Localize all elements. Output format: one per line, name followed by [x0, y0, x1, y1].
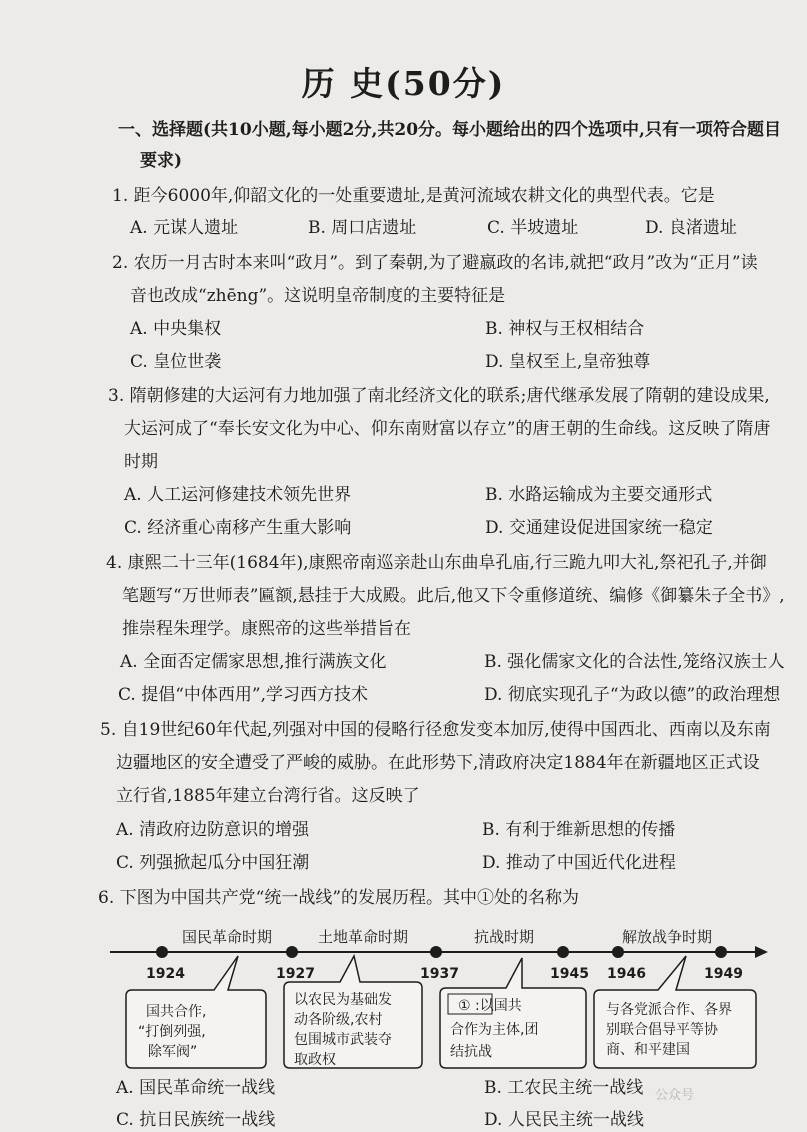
period-label-liberation-war: 解放战争时期: [622, 928, 713, 946]
question-6-option-b[interactable]: B. 工农民主统一战线: [484, 1078, 644, 1098]
timeline-dot-1937: [430, 946, 442, 958]
timeline-dot-1945: [557, 946, 569, 958]
callout-3-line-2: 合作为主体,团: [450, 1022, 539, 1038]
callout-4-line-1: 与各党派合作、各界: [606, 1002, 732, 1018]
question-4-option-a[interactable]: A. 全面否定儒家思想,推行满族文化: [120, 652, 387, 672]
question-3-option-d[interactable]: D. 交通建设促进国家统一稳定: [485, 518, 713, 538]
question-2-option-d[interactable]: D. 皇权至上,皇帝独尊: [485, 352, 651, 372]
question-5-option-c[interactable]: C. 列强掀起瓜分中国狂潮: [116, 853, 310, 873]
year-label-1949: 1949: [704, 966, 743, 982]
question-5-text-line-2: 边疆地区的安全遭受了严峻的威胁。在此形势下,清政府决定1884年在新疆地区正式设: [116, 753, 760, 773]
question-2-option-a[interactable]: A. 中央集权: [130, 319, 222, 339]
watermark-text: 公众号: [655, 1088, 695, 1103]
question-6-option-a[interactable]: A. 国民革命统一战线: [116, 1078, 276, 1098]
callout-2-line-4: 取政权: [294, 1052, 336, 1068]
callout-4-line-2: 别联合倡导平等协: [606, 1022, 718, 1038]
callout-2-line-1: 以农民为基础发: [294, 992, 392, 1008]
callout-1-line-1: 国共合作,: [146, 1004, 207, 1020]
page-title: 历 史(50分): [301, 64, 506, 103]
callout-3-line-1: ① :以国共: [458, 998, 522, 1014]
question-3-option-a[interactable]: A. 人工运河修建技术领先世界: [124, 485, 352, 505]
question-6-text: 6. 下图为中国共产党“统一战线”的发展历程。其中①处的名称为: [98, 888, 580, 908]
year-label-1937: 1937: [420, 966, 459, 982]
period-label-national-revolution: 国民革命时期: [182, 928, 273, 946]
question-4-text-line-3: 推崇程朱理学。康熙帝的这些举措旨在: [122, 619, 411, 639]
question-6-option-d[interactable]: D. 人民民主统一战线: [484, 1110, 644, 1130]
question-4-option-d[interactable]: D. 彻底实现孔子“为政以德”的政治理想: [484, 685, 781, 705]
question-2-text-line-1: 2. 农历一月古时本来叫“政月”。到了秦朝,为了避嬴政的名讳,就把“政月”改为“正月”读: [112, 253, 758, 273]
question-6-option-c[interactable]: C. 抗日民族统一战线: [116, 1110, 276, 1130]
timeline-arrow-icon: [755, 946, 768, 958]
callout-1-line-3: 除军阀”: [148, 1044, 198, 1060]
period-label-agrarian-revolution: 土地革命时期: [318, 928, 409, 946]
question-3-text-line-2: 大运河成了“奉长安文化为中心、仰东南财富以存立”的唐王朝的生命线。这反映了隋唐: [124, 419, 771, 439]
question-4-option-c[interactable]: C. 提倡“中体西用”,学习西方技术: [118, 685, 368, 705]
timeline-dot-1949: [715, 946, 727, 958]
section-heading-line-2: 要求): [140, 151, 183, 171]
question-4-text-line-1: 4. 康熙二十三年(1684年),康熙帝南巡亲赴山东曲阜孔庙,行三跪九叩大礼,祭祀孔子,并御: [106, 553, 767, 573]
question-1-option-c[interactable]: C. 半坡遗址: [487, 218, 579, 238]
year-label-1927: 1927: [276, 966, 315, 982]
question-2-text-line-2: 音也改成“zhēng”。这说明皇帝制度的主要特征是: [130, 286, 506, 306]
question-1-option-a[interactable]: A. 元谋人遗址: [130, 218, 239, 238]
year-label-1924: 1924: [146, 966, 185, 982]
question-5-option-b[interactable]: B. 有利于维新思想的传播: [482, 820, 676, 840]
callout-4-line-3: 商、和平建国: [606, 1042, 690, 1058]
question-4-option-b[interactable]: B. 强化儒家文化的合法性,笼络汉族士人: [484, 652, 785, 672]
question-2-option-b[interactable]: B. 神权与王权相结合: [485, 319, 645, 339]
question-3-text-line-1: 3. 隋朝修建的大运河有力地加强了南北经济文化的联系;唐代继承发展了隋朝的建设成果,: [108, 386, 770, 406]
callout-1-line-2: “打倒列强,: [138, 1024, 206, 1040]
question-1-option-d[interactable]: D. 良渚遗址: [645, 218, 737, 238]
callout-3-line-3: 结抗战: [450, 1044, 492, 1060]
callout-2-line-3: 包围城市武装夺: [294, 1032, 392, 1048]
question-3-text-line-3: 时期: [124, 452, 158, 472]
question-4-text-line-2: 笔题写“万世师表”匾额,悬挂于大成殿。此后,他又下令重修道统、编修《御纂朱子全书》,: [122, 586, 785, 606]
question-5-text-line-1: 5. 自19世纪60年代起,列强对中国的侵略行径愈发变本加厉,使得中国西北、西南以及东南: [100, 720, 771, 740]
section-heading-line-1: 一、选择题(共10小题,每小题2分,共20分。每小题给出的四个选项中,只有一项符合题目: [118, 120, 781, 140]
question-2-option-c[interactable]: C. 皇位世袭: [130, 352, 222, 372]
question-1-text: 1. 距今6000年,仰韶文化的一处重要遗址,是黄河流域农耕文化的典型代表。它是: [112, 186, 715, 206]
question-5-option-a[interactable]: A. 清政府边防意识的增强: [116, 820, 310, 840]
timeline-dot-1924: [156, 946, 168, 958]
question-3-option-b[interactable]: B. 水路运输成为主要交通形式: [485, 485, 713, 505]
year-label-1946: 1946: [607, 966, 646, 982]
callout-2-line-2: 动各阶级,农村: [294, 1012, 383, 1028]
timeline-dot-1927: [286, 946, 298, 958]
period-label-anti-japanese-war: 抗战时期: [474, 928, 535, 946]
question-1-option-b[interactable]: B. 周口店遗址: [308, 218, 417, 238]
timeline-dot-1946: [612, 946, 624, 958]
question-3-option-c[interactable]: C. 经济重心南移产生重大影响: [124, 518, 352, 538]
united-front-timeline: [110, 920, 770, 1080]
question-5-option-d[interactable]: D. 推动了中国近代化进程: [482, 853, 676, 873]
question-5-text-line-3: 立行省,1885年建立台湾行省。这反映了: [116, 786, 420, 806]
year-label-1945: 1945: [550, 966, 589, 982]
